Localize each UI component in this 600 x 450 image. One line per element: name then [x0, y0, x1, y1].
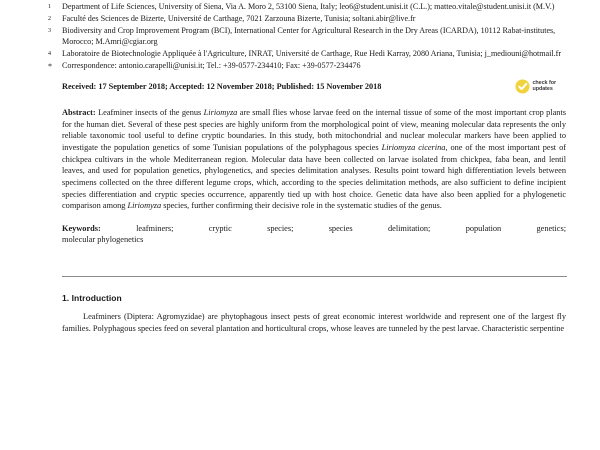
introduction-paragraph: Leafminers (Diptera: Agromyzidae) are phytophagous insect pests of great economic interest worldwide and represent one of the largest fly families. Polyphagous species feed on several plantation and horticultural crops, whose leaves are tunneled by the pest larvae. Characteristic serpentine	[62, 312, 566, 333]
abstract-species-1: Liriomyza cicerina	[381, 142, 446, 152]
affiliation-text: Biodiversity and Crop Improvement Program (BCI), International Center for Agricultural Research in the Dry Areas (ICARDA), 10112 Rabat-institutes, Morocco; M.Amri@cgiar.org	[62, 26, 556, 46]
section-divider	[62, 276, 567, 277]
correspondence-text: Correspondence: antonio.carapelli@unisi.it; Tel.: +39-0577-234410; Fax: +39-0577-234476	[62, 60, 361, 70]
affiliation-item	[48, 26, 570, 47]
affiliation-marker: 1	[48, 4, 52, 10]
keywords-paragraph	[48, 223, 570, 246]
affiliation-marker: 4	[48, 50, 52, 57]
correspondence-marker: *	[48, 61, 53, 71]
check-for-updates-label	[532, 80, 556, 92]
check-for-updates-line1: check for	[532, 80, 556, 87]
correspondence-item	[48, 61, 570, 72]
abstract-genus-2: Liriomyza	[127, 201, 162, 211]
publication-dates: Received: 17 September 2018; Accepted: 12 November 2018; Published: 15 November 2018	[62, 81, 382, 91]
keywords-list-line-1: leafminers; cryptic species; species delimitation; population genetics;	[136, 223, 566, 233]
affiliation-marker: 2	[48, 16, 52, 23]
abstract-text-1: Leafminer insects of the genus	[95, 107, 204, 117]
affiliation-text: Laboratoire de Biotechnologie Appliquée à l'Agriculture, INRAT, Université de Carthage, Rue Hedi Karray, 2080 Ariana, Tunisia; j_mediouni@hotmail.fr	[62, 48, 562, 58]
check-for-updates-badge[interactable]	[515, 79, 556, 94]
affiliation-text: Faculté des Sciences de Bizerte, Université de Carthage, 7021 Zarzouna Bizerte, Tunisia; soltani.abir@live.fr	[62, 14, 416, 24]
affiliation-item	[48, 49, 570, 60]
keywords-line-1	[62, 223, 566, 235]
abstract-label: Abstract:	[62, 107, 96, 117]
check-circle-icon	[515, 79, 530, 94]
abstract-paragraph	[48, 107, 570, 212]
affiliation-text: Department of Life Sciences, University of Siena, Via A. Moro 2, 53100 Siena, Italy; leo6@student.unisi.it (C.L.); matteo.vitale@student.unisi.it (M.V.)	[62, 2, 555, 11]
publication-dates-row	[48, 81, 570, 94]
keywords-list-line-2: molecular phylogenetics	[62, 235, 144, 245]
abstract-genus-1: Liriomyza	[203, 107, 238, 117]
check-for-updates-line2: updates	[532, 86, 553, 93]
abstract-text-4: species, further confirming their decisive role in the systematic studies of the genus.	[161, 201, 442, 211]
affiliation-item	[48, 14, 570, 25]
affiliation-item	[48, 2, 570, 13]
abstract-text-3: , one of the most important pest of chickpea cultivars in the whole Mediterranean region. Molecular data have been collected on larvae isolated from chickpea, faba bean, and lentil leaves, and used for population genetics, phylogenetics, and species delimitation analyses. Results point toward high differentiation levels between specimens collected on the three different legume crops, which, according to the species delimitation methods, are also sufficient to define incipient species differentiation and cryptic species occurrence, apparently tied up with host choice. Genetic data have also been applied for a phylogenetic comparison among	[62, 142, 566, 211]
abstract-text-2: are small flies whose larvae feed on the internal tissue of some of the most important crop plants for the human diet. Several of these pest species are highly uniform from the morphological point of view, meaning molecular data represents the only reliable taxonomic tool useful to define cryptic boundaries. In this study, both mitochondrial and nuclear molecular markers have been applied to investigate the population genetics of some Tunisian populations of the polyphagous species	[62, 107, 566, 152]
keywords-label: Keywords:	[62, 223, 101, 233]
section-heading-introduction: 1. Introduction	[62, 293, 122, 304]
affiliation-marker: 3	[48, 28, 52, 35]
affiliations-list	[48, 0, 570, 72]
